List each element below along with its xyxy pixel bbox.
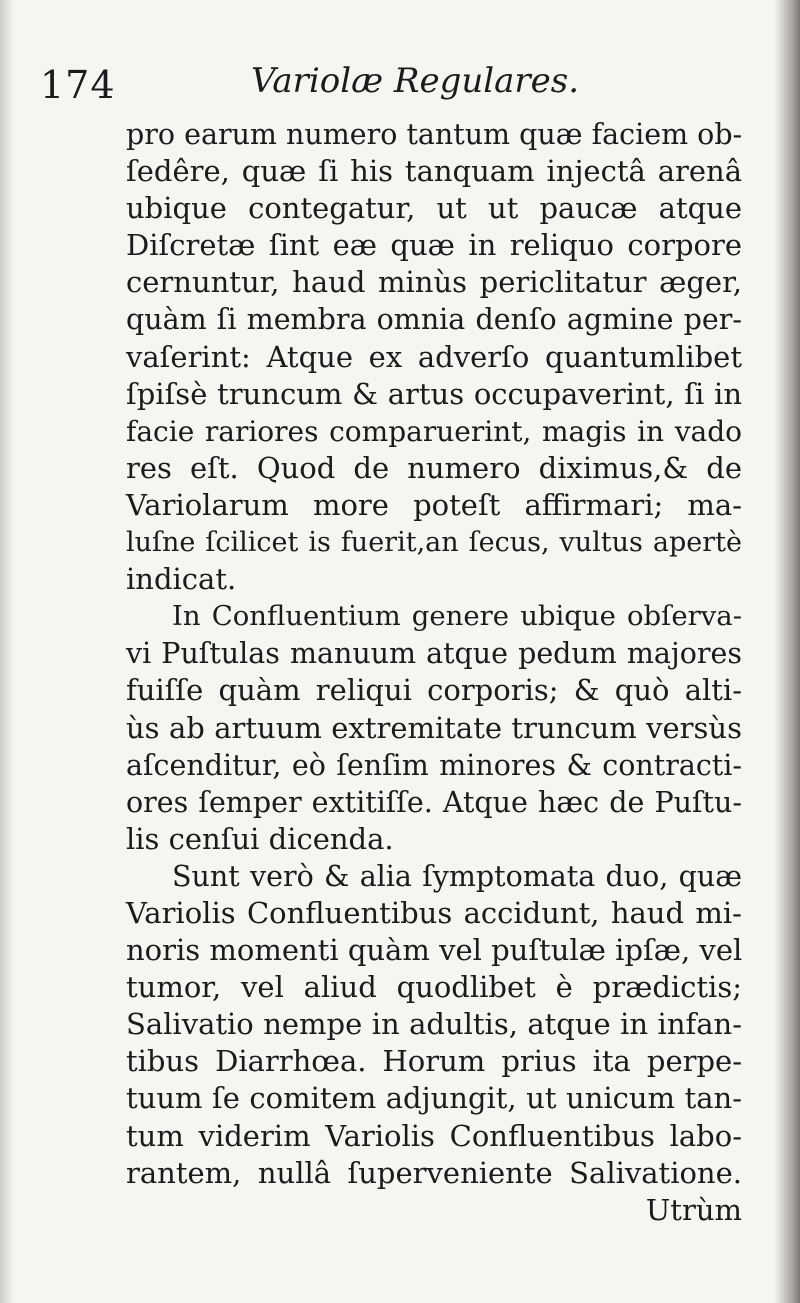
- text-line: ſpiſsè truncum & artus occupaverint, ſi in: [126, 376, 742, 411]
- page-number: 174: [40, 63, 116, 107]
- text-line: indicat.: [126, 562, 237, 597]
- text-line: tibus Diarrhœa. Horum prius ita perpe-: [126, 1044, 742, 1079]
- text-line: res eſt. Quod de numero diximus,& de: [126, 450, 742, 485]
- text-line: pro earum numero tantum quæ faciem ob-: [126, 118, 743, 151]
- text-line: ſedêre, quæ ſi his tanquam injectâ arenâ: [126, 154, 742, 189]
- text-line: Variolarum more poteſt affirmari; ma-: [126, 487, 742, 522]
- paragraph-start-line: Sunt verò & alia ſymptomata duo, quæ: [172, 859, 742, 893]
- text-line: vi Puſtulas manuum atque pedum majores: [126, 637, 742, 671]
- text-line: ores ſemper extitiſſe. Atque hæc de Puſtu-: [126, 785, 742, 819]
- text-line: ùs ab artuum extremitate truncum versùs: [126, 710, 742, 745]
- text-line: quàm ſi membra omnia denſo agmine per-: [126, 303, 742, 337]
- text-line: ubique contegatur, ut ut paucæ atque: [126, 191, 742, 226]
- text-line: tumor, vel aliud quodlibet è prædictis;: [126, 970, 742, 1005]
- text-line: aſcenditur, eò ſenſim minores & contracti-: [126, 748, 742, 782]
- text-line: vaſerint: Atque ex adverſo quantumlibet: [126, 339, 742, 374]
- running-head: Variolæ Regulares.: [250, 61, 580, 101]
- text-line: tum viderim Variolis Confluentibus labo-: [126, 1118, 742, 1153]
- catchword: Utrùm: [645, 1192, 742, 1227]
- text-line: Diſcretæ ſint eæ quæ in reliquo corpore: [126, 228, 742, 263]
- text-line: tuum ſe comitem adjungit, ut unicum tan-: [126, 1081, 742, 1116]
- text-line: lis cenſui dicenda.: [126, 821, 394, 856]
- text-line: Variolis Confluentibus accidunt, haud mi-: [126, 895, 742, 930]
- paragraph-start-line: In Confluentium genere ubique obſerva-: [172, 600, 742, 633]
- text-line: cernuntur, haud minùs periclitatur æger,: [126, 265, 742, 300]
- text-line: fuiſſe quàm reliqui corporis; & quò alti-: [126, 673, 742, 708]
- text-line: luſne ſcilicet is fuerit,an ſecus, vultus apertè: [126, 527, 742, 559]
- text-line: facie rariores comparuerint, magis in vado: [126, 414, 742, 448]
- text-line: rantem, nullâ ſuperveniente Salivatione.: [126, 1155, 742, 1190]
- body-text: [126, 116, 742, 1229]
- text-line: Salivatio nempe in adultis, atque in infan-: [126, 1007, 742, 1042]
- text-line: noris momenti quàm vel puſtulæ ipſæ, vel: [126, 933, 743, 968]
